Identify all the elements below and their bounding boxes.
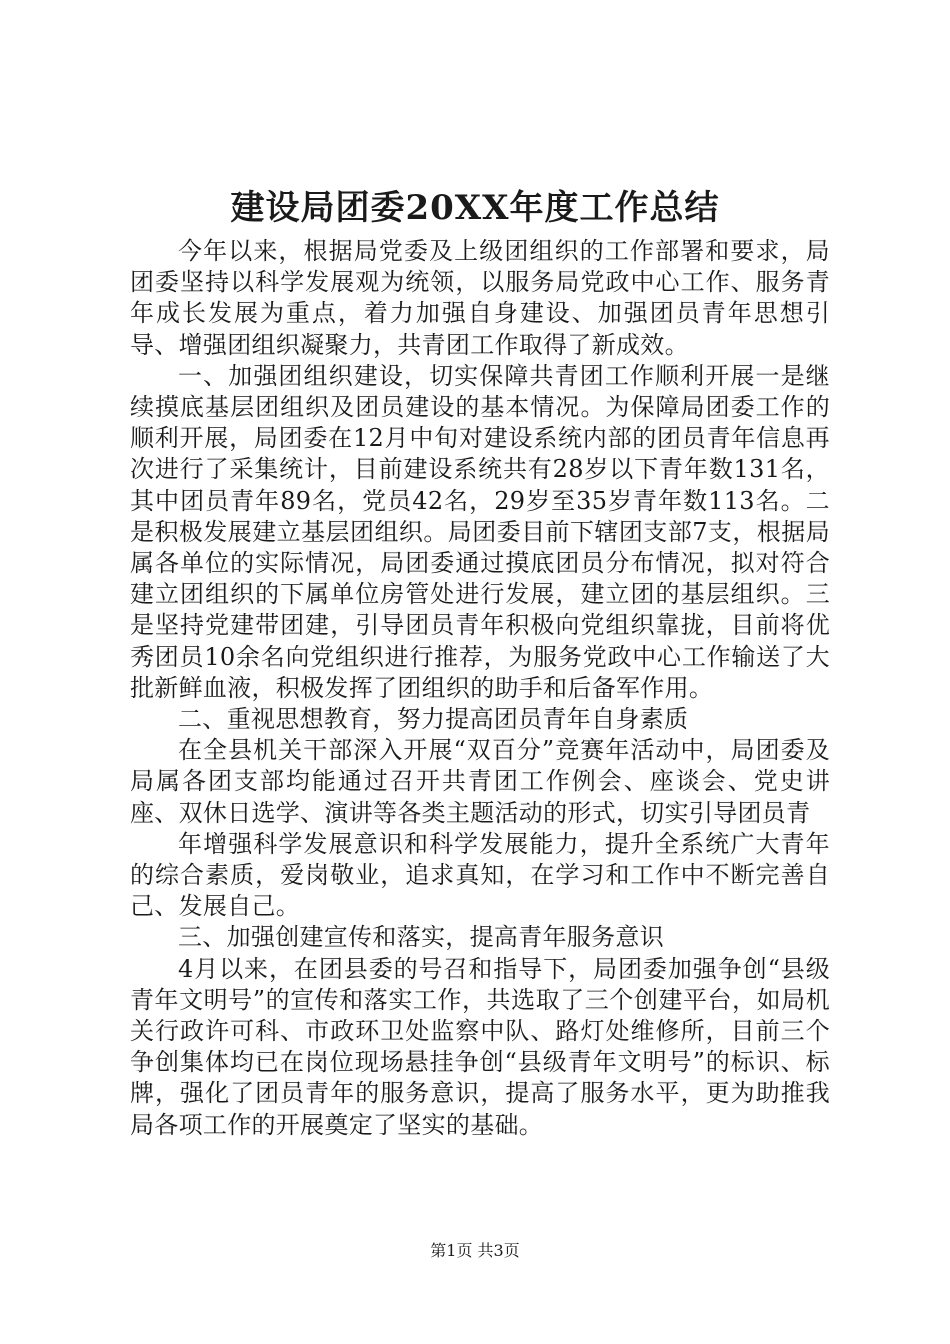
paragraph-section-1: 一、加强团组织建设，切实保障共青团工作顺利开展一是继续摸底基层团组织及团员建设的基本情况。为保障局团委工作的顺利开展，局团委在12月中旬对建设系统内部的团员青年信息再次进行了采集统计，目前建设系统共有28岁以下青年数131名，其中团员青年89名，党员42名，29岁至35岁青年数113名。二是积极发展建立基层团组织。局团委目前下辖团支部7支，根据局属各单位的实际情况，局团委通过摸底团员分布情况，拟对符合建立团组织的下属单位房管处进行发展，建立团的基层组织。三是坚持党建带团建，引导团员青年积极向党组织靠拢，目前将优秀团员10余名向党组织进行推荐，为服务党政中心工作输送了大批新鲜血液，积极发挥了团组织的助手和后备军作用。 <box>130 361 830 702</box>
heading-section-2: 二、重视思想教育，努力提高团员青年自身素质 <box>178 705 689 734</box>
page-footer: 第1页 共3页 <box>430 1241 520 1260</box>
paragraph-section-2b: 年增强科学发展意识和科学发展能力，提升全系统广大青年的综合素质，爱岗敬业，追求真知，在学习和工作中不断完善自己、发展自己。 <box>130 829 830 921</box>
paragraph-intro: 今年以来，根据局党委及上级团组织的工作部署和要求，局团委坚持以科学发展观为统领，以服务局党政中心工作、服务青年成长发展为重点，着力加强自身建设、加强团员青年思想引导、增强团组织凝聚力，共青团工作取得了新成效。 <box>130 237 830 359</box>
paragraph-section-3: 4月以来，在团县委的号召和指导下，局团委加强争创“县级青年文明号”的宣传和落实工作，共选取了三个创建平台，如局机关行政许可科、市政环卫处监察中队、路灯处维修所，目前三个争创集体均已在岗位现场悬挂争创“县级青年文明号”的标识、标牌，强化了团员青年的服务意识，提高了服务水平，更为助推我局各项工作的开展奠定了坚实的基础。 <box>130 954 830 1139</box>
heading-section-3: 三、加强创建宣传和落实，提高青年服务意识 <box>178 923 664 952</box>
document-title: 建设局团委20XX年度工作总结 <box>230 188 720 228</box>
document-body <box>130 236 830 1141</box>
paragraph-section-2a: 在全县机关干部深入开展“双百分”竞赛年活动中，局团委及局属各团支部均能通过召开共青团工作例会、座谈会、党史讲座、双休日选学、演讲等各类主题活动的形式，切实引导团员青 <box>130 736 830 827</box>
